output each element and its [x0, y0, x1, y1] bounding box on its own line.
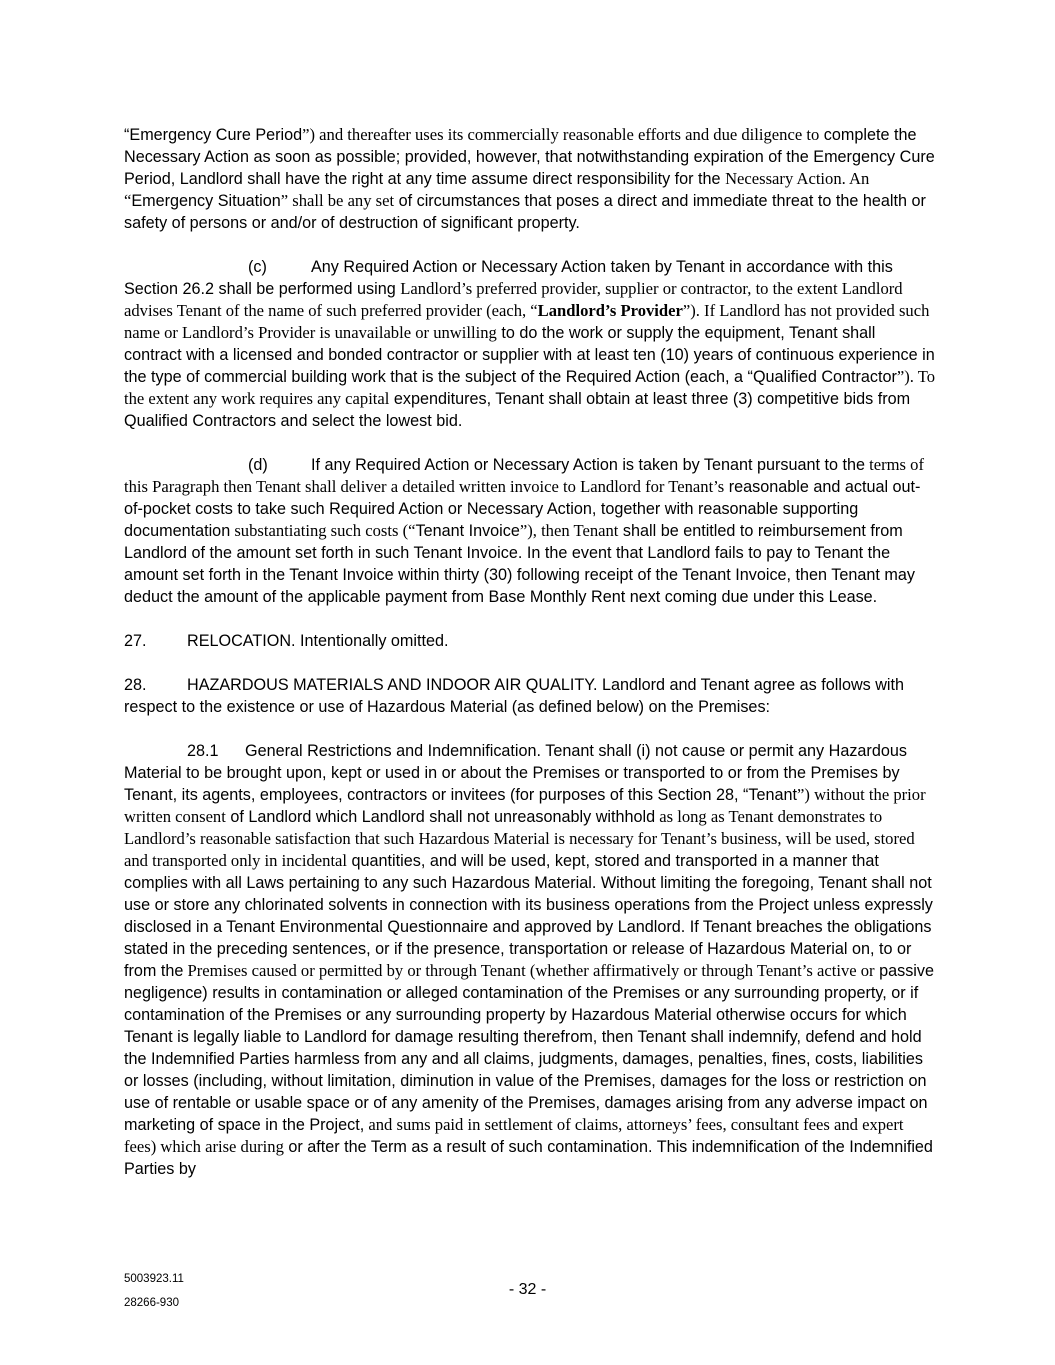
section-title: General Restrictions and Indemnification [245, 742, 537, 760]
text-run: of Landlord which Landlord shall not unreasonably withhold [225, 808, 656, 826]
document-page [124, 124, 936, 1202]
page-number: - 32 - [508, 1281, 547, 1298]
text-run: shall be entitled to reimbursement from Landlord of the amount set forth in such Tenant Invoice. In the event that Landlord fails to pay to Tenant the amount set forth in the Tenant Invoice within thirty (30) following receipt of the Tenant Invoice, then Tenant may deduct the amount of the applicable payment from Base Monthly Rent next coming due under this Lease. [124, 522, 915, 606]
paragraph-emergency-cure [124, 124, 936, 234]
footer-doc-id: 5003923.11 [124, 1273, 184, 1285]
section-27 [124, 630, 936, 652]
defined-term: Landlord’s Provider [537, 301, 683, 320]
text-run: as long as Tenant demonstrates to Landlord’s reasonable satisfaction that such Hazardous Material is necessary for Tenant’s business, will be used, stored and transported only in incidental [124, 807, 915, 870]
text-run: Any Required Action or Necessary Action taken by Tenant in accordance with this Section 26.2 shall be performed using [124, 258, 893, 298]
text-run: reasonable and actual out-of-pocket costs to take such Required Action or Necessary Action, together with reasonable supporting documentation [124, 478, 921, 540]
text-run: Premises caused or permitted by or through Tenant (whether affirmatively or through Tenant’s active or [183, 961, 875, 980]
defined-term: Emergency Situation [131, 192, 281, 210]
section-title: RELOCATION [187, 632, 292, 650]
section-text: . Intentionally omitted. [291, 632, 449, 650]
text-run: complete the Necessary Action as soon as possible; provided, however, that notwithstanding expiration of the Emergency Cure Period, Landlord shall have the right at any time assume direct responsibility for the [124, 126, 935, 188]
text-run: ”), then Tenant [519, 521, 619, 540]
text-run: expenditures, Tenant shall obtain at least three (3) competitive bids from Qualified Contractors and select the lowest bid. [124, 390, 911, 430]
section-text: . Landlord and Tenant agree as follows with respect to the existence or use of Hazardous Material (as defined below) on the Premises: [124, 676, 905, 716]
text-run: ”) and thereafter uses its commercially reasonable efforts and due diligence to [302, 125, 820, 144]
paragraph-label: (d) [248, 456, 268, 474]
footer-matter-number: 28266-930 [124, 1297, 179, 1309]
section-28 [124, 674, 936, 718]
text-run: Landlord’s preferred provider, supplier or contractor, to the extent Landlord advises Tenant of the name of such preferred provider (each, “ [124, 279, 903, 320]
text-run: substantiating such costs (“ [230, 521, 416, 540]
text-run: terms of this Paragraph then Tenant shall deliver a detailed written invoice to Landlord for Tenant’s [124, 455, 924, 496]
text-run: If any Required Action or Necessary Action is taken by Tenant pursuant to the [311, 456, 865, 474]
section-title: HAZARDOUS MATERIALS AND INDOOR AIR QUALITY [187, 676, 593, 694]
section-number: 28.1 [187, 742, 219, 760]
text-run: and sums paid in settlement of claims, attorneys’ fees, consultant fees and expert fees) which arise during [124, 1115, 904, 1156]
text-run: ”) without the prior written consent [124, 785, 926, 826]
text-run: of circumstances that poses a direct and immediate threat to the health or safety of persons or and/or of destruction of significant property. [124, 192, 926, 232]
text-run: “Emergency Cure Period [124, 126, 303, 144]
text-run: ”). If Landlord has not provided such name or Landlord’s Provider is unavailable or unwilling [124, 301, 930, 342]
section-number: 27. [124, 632, 147, 650]
text-run: Necessary Action. An “ [124, 169, 870, 210]
text-run: ” shall be any set [280, 191, 395, 210]
text-run: ”). To the extent any work requires any capital [124, 367, 936, 408]
paragraph-label: (c) [248, 258, 267, 276]
text-run: to do the work or supply the equipment, Tenant shall contract with a licensed and bonded contractor or supplier with at least ten (10) years of continuous experience in the type of commercial building work that is the subject of the Required Action (each, a “Qualified Contractor [124, 324, 935, 386]
defined-term: Tenant Invoice [415, 522, 520, 540]
text-run: passive negligence) results in contamination or alleged contamination of the Premises or any surrounding property, or if contamination of the Premises or any surrounding property by Hazardous Material otherwise occurs for which Tenant is legally liable to Landlord for damage resulting therefrom, then Tenant shall indemnify, defend and hold the Indemnified Parties harmless from any and all claims, judgments, damages, penalties, fines, costs, liabilities or losses (including, without limitation, diminution in value of the Premises, damages for the loss or restriction on use of rentable or usable space or of any amenity of the Premises, damages arising from any adverse impact on marketing of space in the Project, [124, 962, 934, 1134]
text-run: . Tenant shall (i) not cause or permit any Hazardous Material to be brought upon, kept or used in or about the Premises or transported to or from the Premises by Tenant, its agents, employees, contractors or invitees (for purposes of this Section 28, “Tenant [124, 742, 907, 804]
section-28-1 [124, 740, 936, 1180]
paragraph-c [124, 256, 936, 432]
paragraph-d [124, 454, 936, 608]
text-run: quantities, and will be used, kept, stored and transported in a manner that complies with all Laws pertaining to any such Hazardous Material. Without limiting the foregoing, Tenant shall not use or store any chlorinated solvents in connection with its business operations from the Project unless expressly disclosed in a Tenant Environmental Questionnaire and approved by Landlord. If Tenant breaches the obligations stated in the preceding sentences, or if the presence, transportation or release of Hazardous Material on, to or from the [124, 852, 933, 980]
text-run: or after the Term as a result of such contamination. This indemnification of the Indemnified Parties by [124, 1138, 933, 1178]
section-number: 28. [124, 676, 147, 694]
